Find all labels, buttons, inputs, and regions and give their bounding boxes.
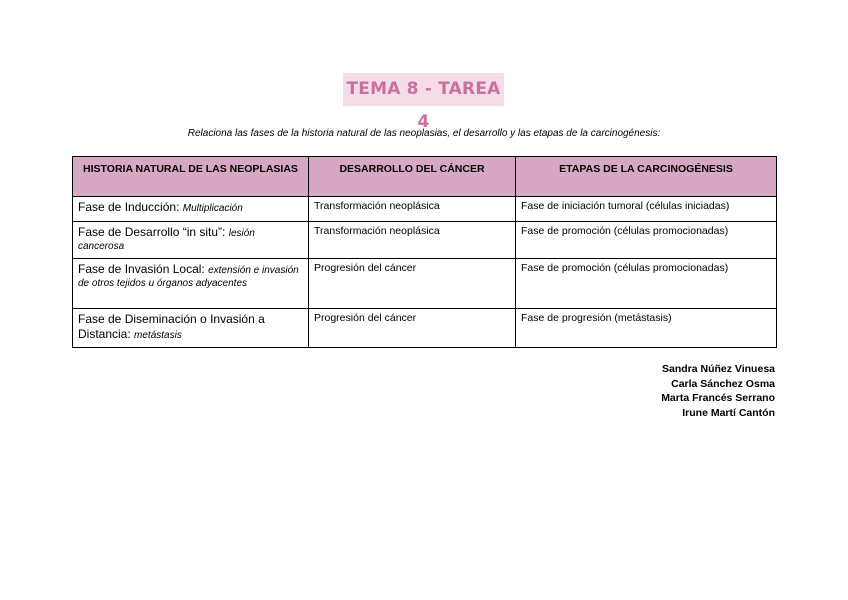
page-title: TEMA 8 - TAREA 4 [343, 73, 504, 106]
development-cell: Transformación neoplásica [309, 222, 516, 259]
development-cell: Transformación neoplásica [309, 197, 516, 222]
phase-description: lesión cancerosa [78, 228, 255, 252]
header-cancer-development: DESARROLLO DEL CÁNCER [309, 157, 516, 197]
author-name: Carla Sánchez Osma [671, 377, 775, 390]
development-cell: Progresión del cáncer [309, 309, 516, 348]
table-row [73, 259, 777, 309]
phase-description: extensión e invasión de otros tejidos u órganos adyacentes [78, 265, 299, 289]
phase-cell [73, 197, 309, 222]
stage-cell: Fase de progresión (metástasis) [516, 309, 777, 348]
author-name: Irune Martí Cantón [682, 406, 775, 419]
table-row [73, 197, 777, 222]
author-name: Marta Francés Serrano [661, 392, 775, 404]
header-carcinogenesis-stages: ETAPAS DE LA CARCINOGÉNESIS [516, 157, 777, 197]
header-natural-history: HISTORIA NATURAL DE LAS NEOPLASIAS [73, 157, 309, 197]
phase-name: Fase de Inducción: [78, 200, 183, 214]
phase-cell [73, 259, 309, 309]
table-row [73, 222, 777, 259]
stage-cell: Fase de promoción (células promocionadas) [516, 222, 777, 259]
phase-cell [73, 222, 309, 259]
instruction-text: Relaciona las fases de la historia natural de las neoplasias, el desarrollo y las etapas de la carcinogénesis: [187, 128, 661, 139]
relation-table [72, 156, 777, 348]
phase-name: Fase de Invasión Local: [78, 262, 209, 276]
phase-name: Fase de Diseminación o Invasión a Distancia: [78, 312, 265, 341]
phase-description: metástasis [134, 330, 182, 341]
stage-cell: Fase de iniciación tumoral (células iniciadas) [516, 197, 777, 222]
table-header-row [73, 157, 777, 197]
stage-cell: Fase de promoción (células promocionadas) [516, 259, 777, 309]
author-list [661, 362, 775, 420]
phase-description: Multiplicación [182, 203, 243, 214]
table-row [73, 309, 777, 348]
development-cell: Progresión del cáncer [309, 259, 516, 309]
author-name: Sandra Núñez Vinuesa [661, 363, 775, 375]
phase-name: Fase de Desarrollo “in situ”: [78, 225, 229, 239]
phase-cell [73, 309, 309, 348]
